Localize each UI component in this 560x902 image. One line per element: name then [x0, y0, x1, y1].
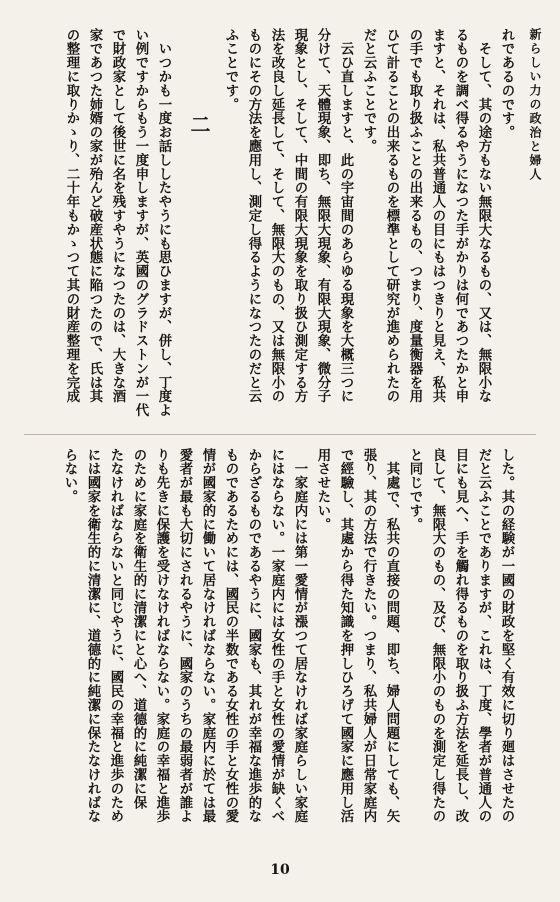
- text-line: ものであるためには、國民の半数である女性の手と女性の愛: [223, 448, 239, 824]
- text-line: には國家を衛生的に清潔に、道德的に純潔に保たなければな: [85, 448, 101, 824]
- text-line: 分けて、天體現象、即ち、無限大現象、有限大現象、微分子: [315, 28, 331, 404]
- text-line: にはならない。一家庭内には女性の手と女性の愛情が缺くべ: [269, 448, 285, 824]
- text-line: 云ひ直しますと、此の宇宙間のあらゆる現象を大概三つに: [338, 28, 354, 404]
- block-divider: [24, 434, 536, 435]
- text-line: と同じです。: [407, 448, 423, 532]
- text-line: だと云ふことでありますが、これは、丁度、學者が普通人の: [476, 448, 492, 824]
- text-line: で經驗し、其處から得た知識を押しひろげて國家に應用し活: [338, 448, 354, 824]
- running-title: 新らしい力の政治と婦人: [528, 28, 542, 182]
- text-line: い例ですからもう一度申しますが、英國のグラドストンが一代: [133, 28, 149, 418]
- text-block-lower: [48, 448, 518, 843]
- text-line: たなければならないと同じやうに、國民の幸福と進歩のため: [108, 448, 124, 824]
- text-line: 用させたい。: [315, 448, 331, 532]
- text-line: そして、其の途方もない無限大なるもの、又は、無限小な: [476, 28, 492, 404]
- text-line: 良して、無限大のもの、及び、無限小のものを測定し得たの: [430, 448, 446, 824]
- text-line: の手でも取り扱ふことの出来るもの、つまり、度量衡器を用: [407, 28, 423, 404]
- text-line: 家であつた姉婿の家が殆んど破産状態に陥つたので、氏は其: [87, 28, 103, 404]
- text-line: るものを調べ得るやうになつた手がかりは何であつたかと申: [453, 28, 469, 404]
- text-line: 現象とし、そして、中間の有限大現象を取り扱ひ測定する方: [292, 28, 308, 404]
- text-line: ふことです。: [223, 28, 239, 112]
- text-line: 一家庭内には第一愛情が漲つて居なければ家庭らしい家庭: [292, 448, 308, 824]
- text-line: ひて計ることの出来るものを標準として研究が進められたの: [384, 28, 400, 404]
- text-line: のために家庭を衛生的に清潔にと心へ、道德的に純潔に保: [131, 448, 147, 810]
- page-number: 10: [270, 862, 290, 878]
- text-line: 其處で、私共の直接の問題、即ち、婦人問題にしても、矢: [384, 448, 400, 824]
- text-line: で財政家として後世に名を残すやうになつたのは、大きな酒: [110, 28, 126, 404]
- text-line: 愛者が最も大切にされるやうに、國家のうちの最弱者が誰よ: [177, 448, 193, 824]
- text-block-upper: [48, 28, 518, 420]
- text-line: 法を改良し延長して、そして、無限大のもの、又は無限小の: [269, 28, 285, 404]
- text-line: だと云ふことです。: [361, 28, 377, 154]
- section-number: 二: [187, 114, 211, 135]
- text-line: ますと、それは、私共普通人の目にもはつきりと見え、私共: [430, 28, 446, 404]
- text-line: 張り、其の方法で行きたい。つまり、私共婦人が日常家庭内: [361, 448, 377, 824]
- text-line: ものにその方法を應用し、測定し得るようになつたのだと云: [246, 28, 262, 404]
- text-line: からざるものであるやうに、國家も、其れが幸福な進歩的な: [246, 448, 262, 824]
- text-line: 目にも見へ、手を觸れ得るものを取り扱ふ方法を延長し、改: [453, 448, 469, 824]
- text-line: した。其の経験が一國の財政を堅く有效に切り廻はさせたの: [499, 448, 515, 824]
- text-line: らない。: [62, 448, 78, 504]
- text-line: れであるのです。: [499, 28, 515, 140]
- text-line: 情が國家的に働いて居なければならない。家庭内に於ては最: [200, 448, 216, 824]
- text-line: いつかも一度お話ししたやうにも思ひますが、併し、丁度よ: [156, 28, 172, 418]
- text-line: の整理に取りかゝり、二十年もかゝつて其の財産整理を完成: [64, 28, 80, 404]
- text-line: りも先きに保護を受けなければならない。家庭の幸福と進歩: [154, 448, 170, 824]
